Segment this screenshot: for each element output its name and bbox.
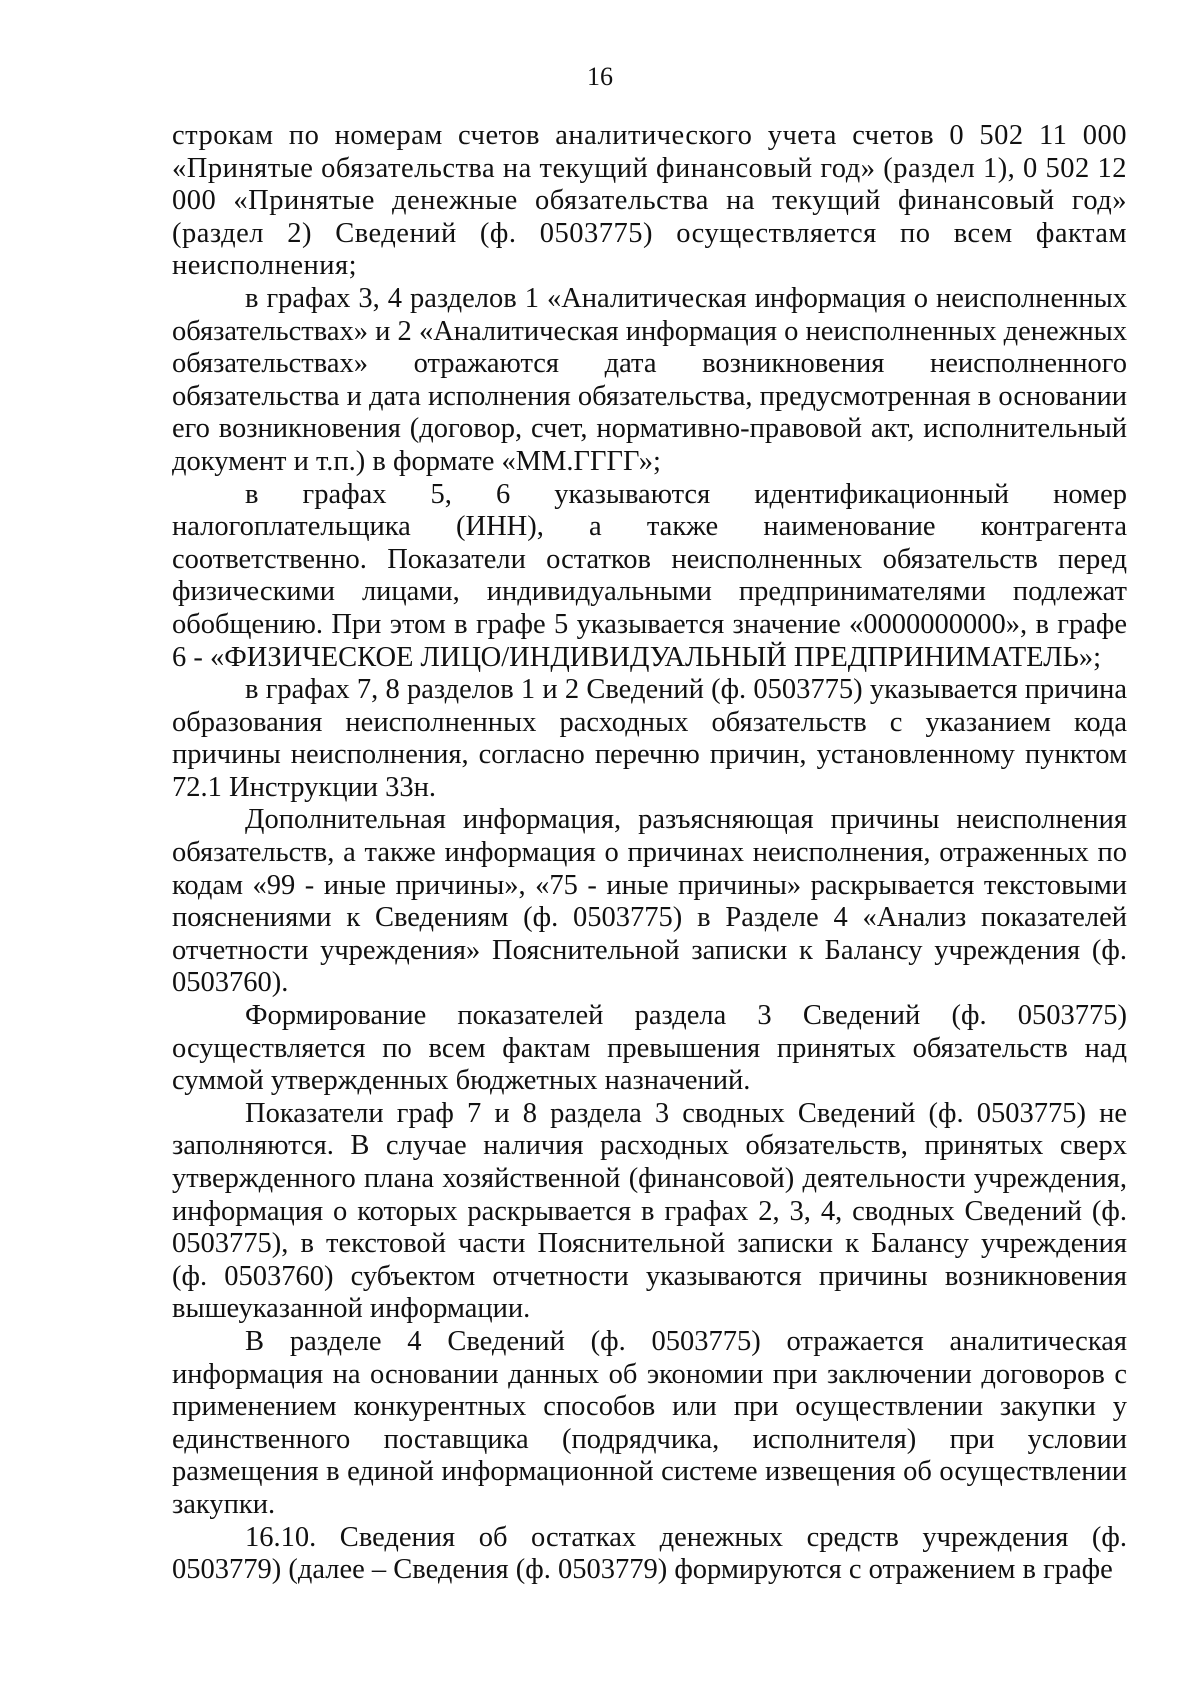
paragraph-columns-3-4: в графах 3, 4 разделов 1 «Аналитическая информация о неисполненных обязательствах» и 2 «Аналитическая информация о неисполненных денежных обязательствах» отражаются дата возникновения неисполненного обязательства и дата исполнения обязательства, предусмотренная в основании его возникновения (договор, счет, нормативно-правовой акт, исполнительный документ и т.п.) в формате «ММ.ГГГГ»; [172,282,1127,477]
paragraph-item-16-10: 16.10. Сведения об остатках денежных средств учреждения (ф. 0503779) (далее – Сведения (ф. 0503779) формируются с отражением в графе [172,1521,1127,1586]
paragraph-accounts-continuation: строкам по номерам счетов аналитического учета счетов 0 502 11 000 «Принятые обязательства на текущий финансовый год» (раздел 1), 0 502 12 000 «Принятые денежные обязательства на текущий финансовый год» (раздел 2) Сведений (ф. 0503775) осуществляется по всем фактам неисполнения; [172,120,1127,282]
paragraph-additional-info: Дополнительная информация, разъясняющая причины неисполнения обязательств, а также информация о причинах неисполнения, отраженных по кодам «99 - иные причины», «75 - иные причины» раскрывается текстовыми пояснениями к Сведениям (ф. 0503775) в Разделе 4 «Анализ показателей отчетности учреждения» Пояснительной записки к Балансу учреждения (ф. 0503760). [172,804,1127,999]
paragraph-columns-5-6: в графах 5, 6 указываются идентификационный номер налогоплательщика (ИНН), а также наименование контрагента соответственно. Показатели остатков неисполненных обязательств перед физическими лицами, индивидуальными предпринимателями подлежат обобщению. При этом в графе 5 указывается значение «0000000000», в графе 6 - «ФИЗИЧЕСКОЕ ЛИЦО/ИНДИВИДУАЛЬНЫЙ ПРЕДПРИНИМАТЕЛЬ»; [172,478,1127,673]
document-body [172,120,1127,1587]
paragraph-section-3-columns: Показатели граф 7 и 8 раздела 3 сводных Сведений (ф. 0503775) не заполняются. В случае наличия расходных обязательств, принятых сверх утвержденного плана хозяйственной (финансовой) деятельности учреждения, информация о которых раскрывается в графах 2, 3, 4, сводных Сведений (ф. 0503775), в текстовой части Пояснительной записки к Балансу учреждения (ф. 0503760) субъектом отчетности указываются причины возникновения вышеуказанной информации. [172,1097,1127,1325]
page-number: 16 [587,62,613,91]
paragraph-columns-7-8: в графах 7, 8 разделов 1 и 2 Сведений (ф. 0503775) указывается причина образования неисполненных расходных обязательств с указанием кода причины неисполнения, согласно перечню причин, установленному пунктом 72.1 Инструкции 33н. [172,674,1127,803]
paragraph-section-4: В разделе 4 Сведений (ф. 0503775) отражается аналитическая информация на основании данных об экономии при заключении договоров с применением конкурентных способов или при осуществлении закупки у единственного поставщика (подрядчика, исполнителя) при условии размещения в единой информационной системе извещения об осуществлении закупки. [172,1325,1127,1520]
paragraph-section-3-forming: Формирование показателей раздела 3 Сведений (ф. 0503775) осуществляется по всем фактам превышения принятых обязательств над суммой утвержденных бюджетных назначений. [172,1000,1127,1097]
